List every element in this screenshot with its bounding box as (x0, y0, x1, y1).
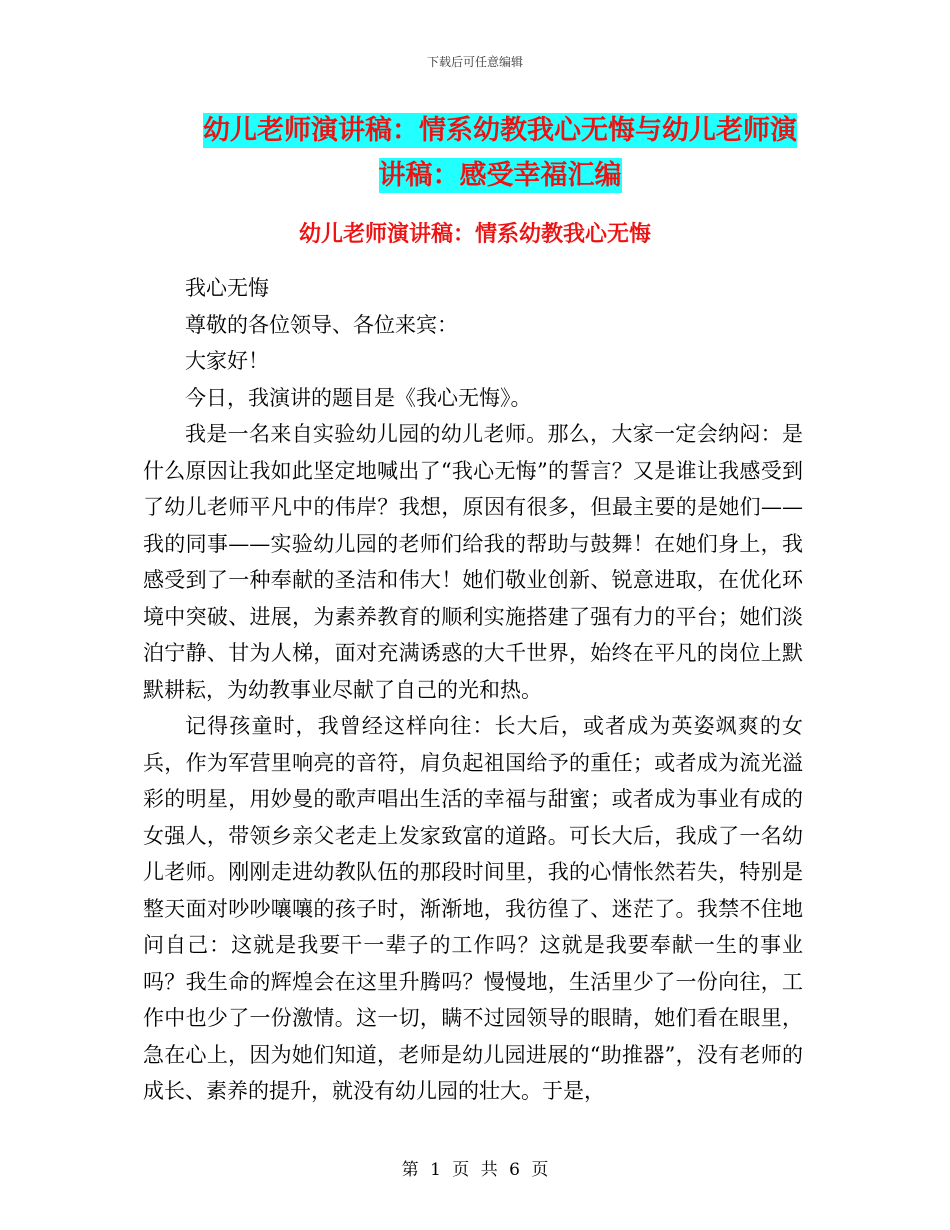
section-title: 幼儿老师演讲稿：情系幼教我心无悔 (298, 222, 651, 247)
paragraph-intro: 我是一名来自实验幼儿园的幼儿老师。那么，大家一定会纳闷：是什么原因让我如此坚定地喊出了“我心无悔”的誓言？又是谁让我感受到了幼儿老师平凡中的伟岸？我想，原因有很多，但最主要的是她们——我的同事——实验幼儿园的老师们给我的帮助与鼓舞！在她们身上，我感受到了一种奉献的圣洁和伟大！她们敬业创新、锐意进取，在优化环境中突破、进展，为素养教育的顺利实施搭建了强有力的平台；她们淡泊宁静、甘为人梯，面对充满诱惑的大千世界，始终在平凡的岗位上默默耕耘，为幼教事业尽献了自己的光和热。 (143, 422, 803, 702)
paragraph-topic: 今日，我演讲的题目是《我心无悔》。 (185, 385, 532, 410)
main-title-text: 幼儿老师演讲稿：情系幼教我心无悔与幼儿老师演讲稿：感受幸福汇编 (203, 115, 797, 191)
header-note: 下载后可任意编辑 (426, 55, 523, 69)
body-text (143, 270, 803, 1110)
paragraph-greeting: 大家好！ (185, 349, 269, 373)
main-title (190, 108, 810, 198)
page-number: 第 1 页 共 6 页 (401, 1160, 549, 1180)
paragraph-salutation: 尊敬的各位领导、各位来宾： (185, 312, 458, 337)
paragraph-speech-title: 我心无悔 (185, 276, 269, 300)
paragraph-childhood: 记得孩童时，我曾经这样向往：长大后，或者成为英姿飒爽的女兵，作为军营里响亮的音符，肩负起祖国给予的重任；或者成为流光溢彩的明星，用妙曼的歌声唱出生活的幸福与甜蜜；或者成为事业有成的女强人，带领乡亲父老走上发家致富的道路。可长大后，我成了一名幼儿老师。刚刚走进幼教队伍的那段时间里，我的心情怅然若失，特别是整天面对吵吵嚷嚷的孩子时，渐渐地，我彷徨了、迷茫了。我禁不住地问自己：这就是我要干一辈子的工作吗？这就是我要奉献一生的事业吗？我生命的辉煌会在这里升腾吗？慢慢地，生活里少了一份向往，工作中也少了一份激情。这一切，瞒不过园领导的眼睛，她们看在眼里，急在心上，因为她们知道，老师是幼儿园进展的“助推器”，没有老师的成长、素养的提升，就没有幼儿园的壮大。于是， (143, 714, 803, 1103)
